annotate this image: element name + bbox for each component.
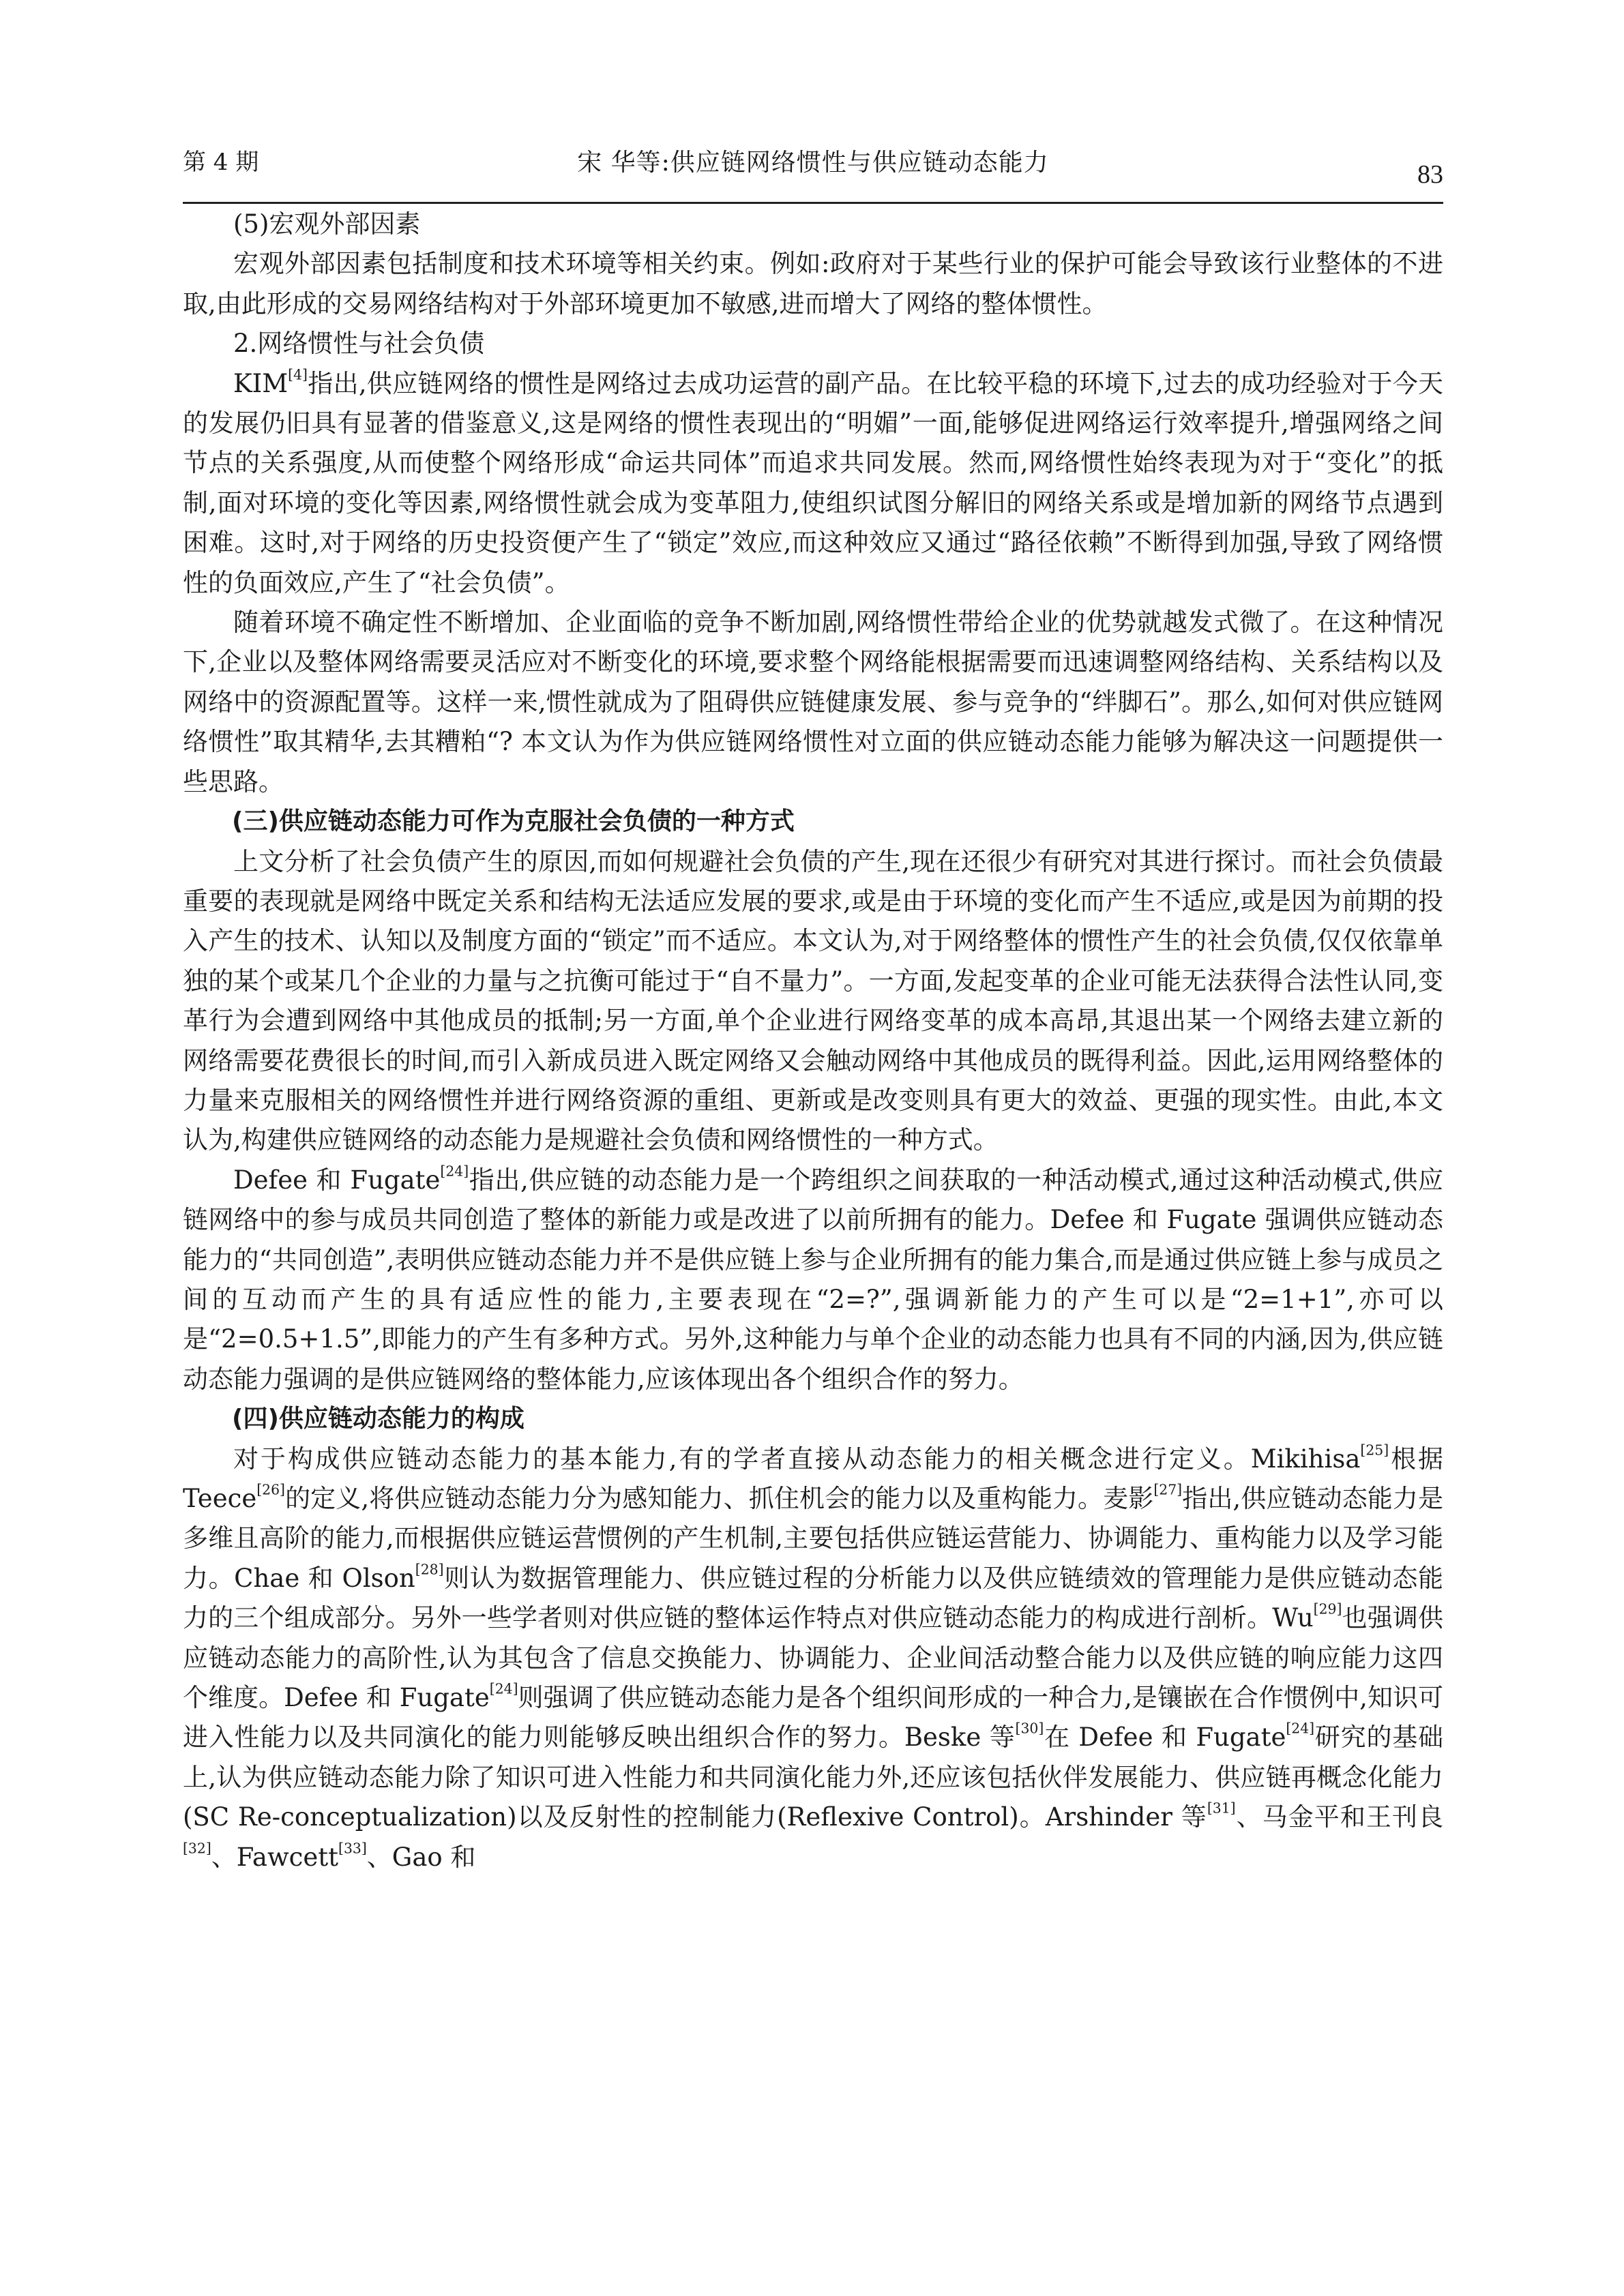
text-segment: 则认为数据管理能力、供应链过程的分析能力以及供应链绩效的管理能力是供应链动态能力的三个组成部分。另外一些学者则对供应链的整体运作特点对供应链动态能力的构成进行剖析。Wu bbox=[183, 1563, 1443, 1633]
section-heading-3: (三)供应链动态能力可作为克服社会负债的一种方式 bbox=[232, 807, 795, 836]
citation: [27] bbox=[1153, 1481, 1183, 1498]
issue-number: 第 4 期 bbox=[183, 149, 259, 176]
running-title: 宋 华等:供应链网络惯性与供应链动态能力 bbox=[577, 149, 1049, 177]
citation: [24] bbox=[440, 1163, 469, 1180]
citation: [30] bbox=[1015, 1720, 1044, 1738]
citation: [29] bbox=[1313, 1600, 1342, 1617]
subheading-macro-factors: (5)宏观外部因素 bbox=[233, 209, 421, 239]
text-segment: 则强调了供应链动态能力是各个组织间形成的一种合力,是镶嵌在合作惯例中,知识可进入性能力以及共同演化的能力则能够反映出组织合作的努力。Beske 等 bbox=[183, 1683, 1443, 1753]
paragraph-defee-fugate bbox=[183, 1161, 1443, 1399]
text-segment: 的定义,将供应链动态能力分为感知能力、抓住机会的能力以及重构能力。麦影 bbox=[284, 1484, 1154, 1513]
text-segment: 研究的基础上,认为供应链动态能力除了知识可进入性能力和共同演化能力外,还应该包括伙伴发展能力、供应链再概念化能力(SC Re-conceptualization)以及反射性的控制能力(Reflexive Control)。Arshinder 等 bbox=[183, 1723, 1444, 1832]
paragraph-social-liability: 上文分析了社会负债产生的原因,而如何规避社会负债的产生,现在还很少有研究对其进行探讨。而社会负债最重要的表现就是网络中既定关系和结构无法适应发展的要求,或是由于环境的变化而产生不适应,或是因为前期的投入产生的技术、认知以及制度方面的“锁定”而不适应。本文认为,对于网络整体的惯性产生的社会负债,仅仅依靠单独的某个或某几个企业的力量与之抗衡可能过于“自不量力”。一方面,发起变革的企业可能无法获得合法性认同,变革行为会遭到网络中其他成员的抵制;另一方面,单个企业进行网络变革的成本高昂,其退出某一个网络去建立新的网络需要花费很长的时间,而引入新成员进入既定网络又会触动网络中其他成员的既得利益。因此,运用网络整体的力量来克服相关的网络惯性并进行网络资源的重组、更新或是改变则具有更大的效益、更强的现实性。由此,本文认为,构建供应链网络的动态能力是规避社会负债和网络惯性的一种方式。 bbox=[183, 846, 1443, 1155]
citation: [32] bbox=[183, 1840, 211, 1857]
citation: [28] bbox=[415, 1561, 444, 1578]
paragraph-macro-factors: 宏观外部因素包括制度和技术环境等相关约束。例如:政府对于某些行业的保护可能会导致该行业整体的不进取,由此形成的交易网络结构对于外部环境更加不敏感,进而增大了网络的整体惯性。 bbox=[183, 249, 1443, 318]
citation: [33] bbox=[338, 1840, 367, 1857]
text-segment: 、Fawcett bbox=[211, 1842, 339, 1872]
article-body bbox=[183, 205, 1443, 1877]
citation: [31] bbox=[1207, 1800, 1236, 1817]
text-segment: Defee 和 Fugate bbox=[233, 1165, 441, 1195]
text-segment: 在 Defee 和 Fugate bbox=[1044, 1723, 1286, 1753]
header-rule bbox=[183, 202, 1443, 204]
text-segment: 对于构成供应链动态能力的基本能力,有的学者直接从动态能力的相关概念进行定义。Mikihisa bbox=[233, 1444, 1361, 1474]
text-segment: 指出,供应链动态能力是多维且高阶的能力,而根据供应链运营惯例的产生机制,主要包括供应链运营能力、协调能力、重构能力以及学习能力。Chae 和 Olson bbox=[183, 1484, 1443, 1593]
text-segment: KIM bbox=[233, 368, 289, 398]
text-segment: 、马金平和王刊良 bbox=[1235, 1802, 1443, 1832]
citation: [24] bbox=[1286, 1720, 1315, 1738]
subheading-network-inertia: 2.网络惯性与社会负债 bbox=[233, 329, 485, 359]
text-segment: 、Gao 和 bbox=[366, 1842, 476, 1872]
running-header bbox=[183, 123, 1443, 205]
text-segment: 指出,供应链的动态能力是一个跨组织之间获取的一种活动模式,通过这种活动模式,供应链网络中的参与成员共同创造了整体的新能力或是改进了以前所拥有的能力。Defee 和 Fugate 强调供应链动态能力的“共同创造”,表明供应链动态能力并不是供应链上参与企业所拥有的能力集合,而是通过供应链上参与成员之间的互动而产生的具有适应性的能力,主要表现在“2=?”,强调新能力的产生可以是“2=1+1”,亦可以是“2=0.5+1.5”,即能力的产生有多种方式。另外,这种能力与单个企业的动态能力也具有不同的内涵,因为,供应链动态能力强调的是供应链网络的整体能力,应该体现出各个组织合作的努力。 bbox=[183, 1165, 1443, 1394]
paragraph-capability-composition bbox=[183, 1440, 1443, 1877]
text-segment: 根据 Teece bbox=[183, 1444, 1443, 1513]
page-number: 83 bbox=[1417, 160, 1443, 189]
section-heading-4: (四)供应链动态能力的构成 bbox=[232, 1405, 525, 1433]
paragraph-uncertainty: 随着环境不确定性不断增加、企业面临的竞争不断加剧,网络惯性带给企业的优势就越发式微了。在这种情况下,企业以及整体网络需要灵活应对不断变化的环境,要求整个网络能根据需要而迅速调整网络结构、关系结构以及网络中的资源配置等。这样一来,惯性就成为了阻碍供应链健康发展、参与竞争的“绊脚石”。那么,如何对供应链网络惯性”取其精华,去其糟粕“? 本文认为作为供应链网络惯性对立面的供应链动态能力能够为解决这一问题提供一些思路。 bbox=[183, 608, 1444, 796]
text-segment: 指出,供应链网络的惯性是网络过去成功运营的副产品。在比较平稳的环境下,过去的成功经验对于今天的发展仍旧具有显著的借鉴意义,这是网络的惯性表现出的“明媚”一面,能够促进网络运行效率提升,增强网络之间节点的关系强度,从而使整个网络形成“命运共同体”而追求共同发展。然而,网络惯性始终表现为对于“变化”的抵制,面对环境的变化等因素,网络惯性就会成为变革阻力,使组织试图分解旧的网络关系或是增加新的网络节点遇到困难。这时,对于网络的历史投资便产生了“锁定”效应,而这种效应又通过“路径依赖”不断得到加强,导致了网络惯性的负面效应,产生了“社会负债”。 bbox=[183, 368, 1443, 597]
citation: [4] bbox=[288, 366, 308, 383]
paragraph-kim bbox=[183, 364, 1443, 603]
citation: [25] bbox=[1360, 1442, 1389, 1459]
text-segment: 也强调供应链动态能力的高阶性,认为其包含了信息交换能力、协调能力、企业间活动整合能力以及供应链的响应能力这四个维度。Defee 和 Fugate bbox=[183, 1603, 1444, 1713]
citation: [24] bbox=[489, 1680, 518, 1697]
citation: [26] bbox=[256, 1481, 285, 1498]
